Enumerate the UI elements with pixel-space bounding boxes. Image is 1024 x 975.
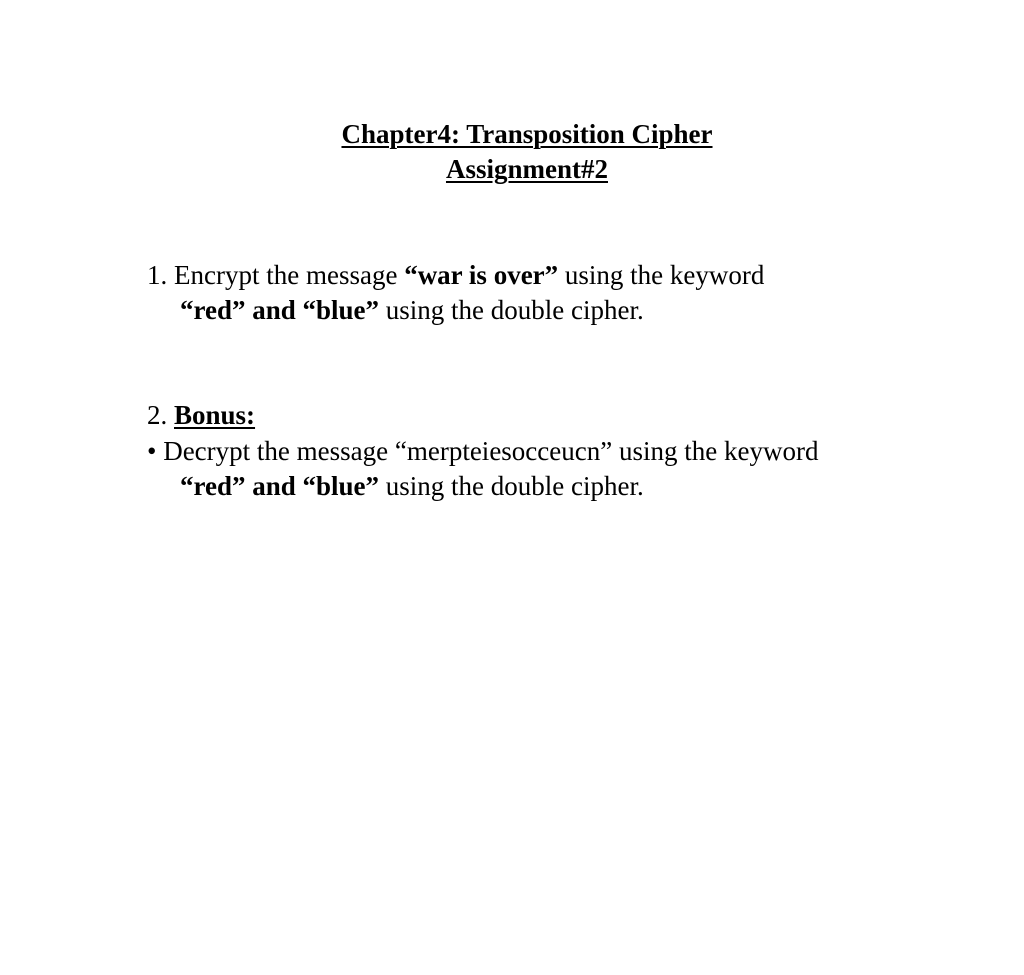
assignment-title: Assignment#2 [445,154,608,184]
bonus-label: Bonus: [174,400,256,430]
question-2-text: Decrypt the message “merpteiesocceucn” using the keyword [163,436,819,466]
question-1-text-suffix: using the keyword [558,260,765,290]
question-1-line-2-suffix: using the double cipher. [379,295,644,325]
question-2-line-2-suffix: using the double cipher. [379,471,644,501]
question-1-keywords: “red” and “blue” [180,295,380,325]
question-1-line-2 [180,297,644,324]
question-2-heading [147,402,255,429]
bullet-icon: • [147,436,164,466]
question-1-text-prefix: Encrypt the message [174,260,405,290]
question-1-line-1 [147,262,764,289]
question-2-line-2 [180,473,644,500]
question-1-message: “war is over” [404,260,559,290]
question-2-line-1 [147,438,818,465]
question-1-number: 1. [147,260,174,290]
chapter-title: Chapter4: Transposition Cipher [341,119,713,149]
question-2-keywords: “red” and “blue” [180,471,380,501]
question-2-number: 2. [147,400,174,430]
